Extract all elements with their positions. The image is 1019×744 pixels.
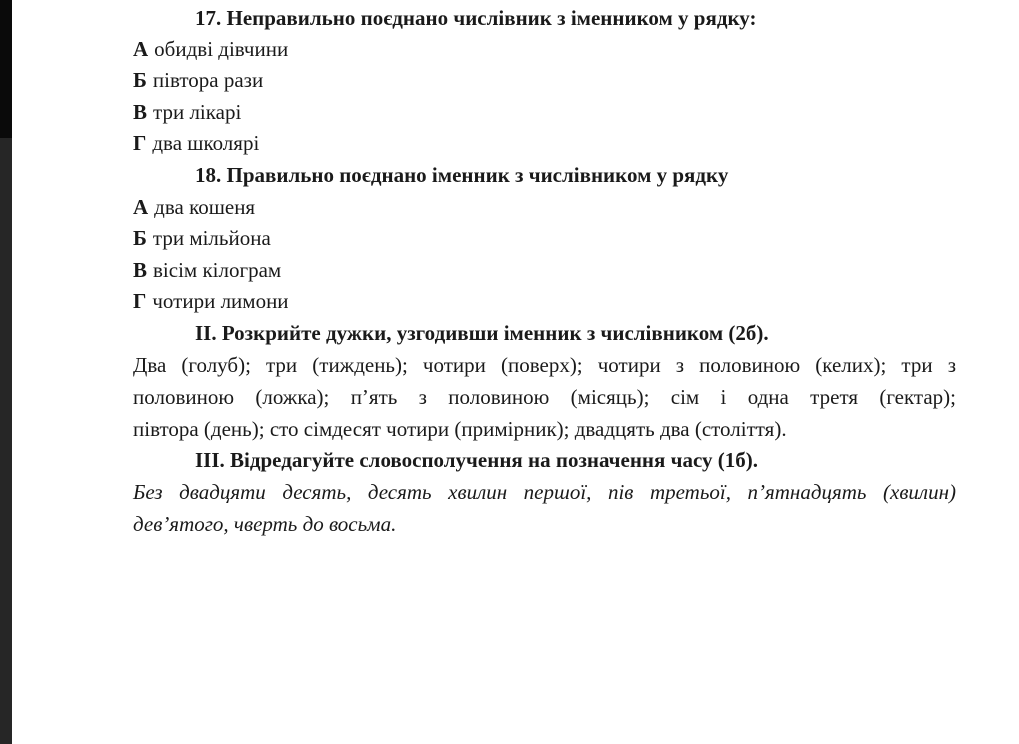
option-letter: Б [133, 226, 147, 250]
q18-option-d [133, 288, 289, 314]
option-letter: В [133, 100, 148, 124]
option-text: півтора рази [152, 68, 264, 92]
option-text: чотири лимони [152, 289, 289, 313]
task-3-line-2: дев’ятого, чверть до восьма. [133, 512, 397, 536]
option-letter: Г [133, 131, 147, 155]
option-text: три лікарі [153, 100, 242, 124]
task-2-line-1: Два (голуб); три (тиждень); чотири (поверх); чотири з половиною (келих); три з [133, 353, 956, 377]
task-3-line-1: Без двадцяти десять, десять хвилин першої, пів третьої, п’ятнадцять (хвилин) [133, 480, 956, 504]
task-2-line-2: половиною (ложка); п’ять з половиною (місяць); сім і одна третя (гектар); [133, 385, 956, 409]
option-text: вісім кілограм [153, 258, 282, 282]
q18-option-a [133, 194, 255, 220]
option-letter: А [133, 37, 149, 61]
option-text: обидві дівчини [154, 37, 289, 61]
option-letter: В [133, 258, 148, 282]
q17-option-a [133, 36, 288, 62]
option-text: два кошеня [154, 195, 256, 219]
q17-option-c [133, 99, 241, 125]
q17-option-d [133, 130, 259, 156]
option-text: два школярі [152, 131, 260, 155]
q18-option-c [133, 257, 281, 283]
option-letter: Б [133, 68, 147, 92]
option-text: три мільйона [152, 226, 271, 250]
question-17-heading: 17. Неправильно поєднано числівник з іменником у рядку: [195, 6, 757, 30]
dark-edge-bottom [0, 138, 12, 744]
task-3-heading: III. Відредагуйте словосполучення на позначення часу (1б). [195, 448, 759, 472]
option-letter: Г [133, 289, 147, 313]
q18-option-b [133, 225, 271, 251]
option-letter: А [133, 195, 149, 219]
task-2-heading: II. Розкрийте дужки, узгодивши іменник з числівником (2б). [195, 321, 769, 345]
dark-edge-top [0, 0, 12, 138]
question-18-heading: 18. Правильно поєднано іменник з числівником у рядку [195, 163, 729, 187]
q17-option-b [133, 67, 263, 93]
task-2-line-3: півтора (день); сто сімдесят чотири (примірник); двадцять два (століття). [133, 417, 787, 441]
